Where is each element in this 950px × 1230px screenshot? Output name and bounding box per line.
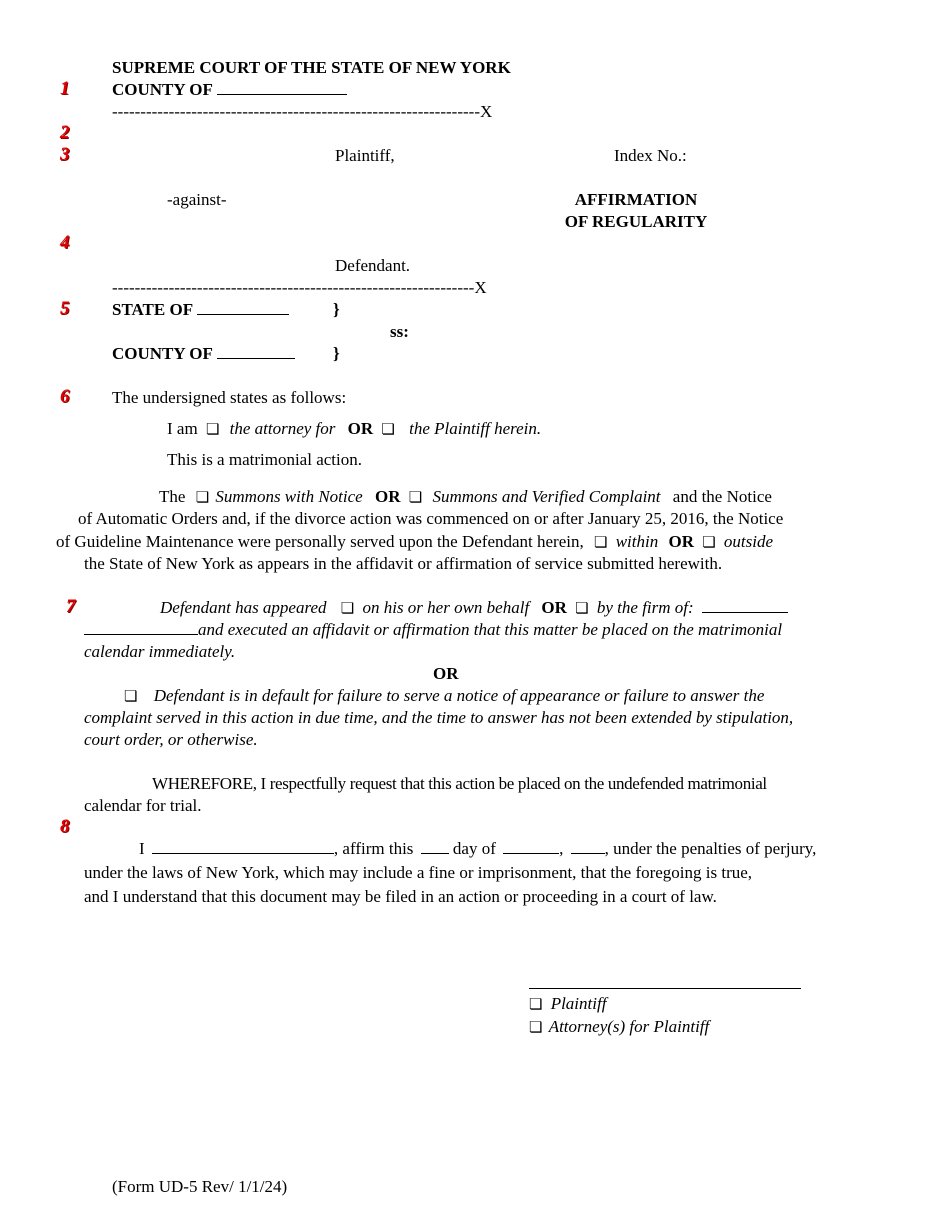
capacity-line bbox=[167, 419, 541, 440]
affirmation-line-2: under the laws of New York, which may include a fine or imprisonment, that the foregoing is true, bbox=[84, 863, 753, 882]
caption-divider-top: -----------------------------------------------------------------X bbox=[112, 102, 493, 121]
index-number-label: Index No.: bbox=[614, 146, 687, 165]
summons-verified-text: Summons and Verified Complaint bbox=[432, 487, 661, 506]
day-of-text: day of bbox=[452, 839, 496, 858]
summons-notice-text: Summons with Notice bbox=[215, 487, 363, 506]
or-text: OR bbox=[668, 532, 694, 551]
court-name: SUPREME COURT OF THE STATE OF NEW YORK bbox=[112, 58, 511, 77]
form-identifier: (Form UD-5 Rev/ 1/1/24) bbox=[112, 1177, 288, 1196]
service-line-3-text: of Guideline Maintenance were personally served upon the Defendant herein, bbox=[56, 532, 584, 551]
service-line-1 bbox=[159, 487, 772, 508]
sig-attorney-text: Attorney(s) for Plaintiff bbox=[548, 1017, 710, 1036]
own-behalf-text: on his or her own behalf bbox=[362, 598, 530, 617]
year-blank[interactable] bbox=[571, 839, 605, 854]
or-text: OR bbox=[347, 419, 374, 438]
marker-6: 6 bbox=[60, 386, 70, 407]
appearance-line-2-text: and executed an affidavit or affirmation that this matter be placed on the matrimonial bbox=[198, 620, 783, 639]
firm-name-blank[interactable] bbox=[702, 598, 788, 613]
checkbox-default[interactable]: ❏ bbox=[124, 689, 138, 705]
service-line-3 bbox=[56, 532, 773, 553]
checkbox-own-behalf[interactable]: ❏ bbox=[340, 601, 355, 617]
checkbox-attorney[interactable]: ❏ bbox=[205, 422, 220, 438]
county-label: COUNTY OF bbox=[112, 80, 213, 99]
brace-bottom: } bbox=[333, 344, 340, 363]
i-am-text: I am bbox=[167, 419, 198, 438]
intro-text: The undersigned states as follows: bbox=[112, 388, 347, 407]
appearance-line-3: calendar immediately. bbox=[84, 642, 236, 661]
checkbox-summons-verified[interactable]: ❏ bbox=[408, 490, 423, 506]
service-line-2: of Automatic Orders and, if the divorce action was commenced on or after January 25, 2016, the Notice bbox=[78, 509, 784, 528]
checkbox-summons-notice[interactable]: ❏ bbox=[195, 490, 210, 506]
penalties-text: , under the penalties of perjury, bbox=[604, 839, 817, 858]
caption-divider-bottom: ----------------------------------------------------------------X bbox=[112, 278, 487, 297]
attorney-for-text: the attorney for bbox=[229, 419, 336, 438]
checkbox-within[interactable]: ❏ bbox=[594, 535, 608, 551]
default-line-1-text: Defendant is in default for failure to serve a notice of appearance or failure to answer the bbox=[153, 686, 765, 705]
or-separator: OR bbox=[433, 664, 459, 683]
and-notice-text: and the Notice bbox=[672, 487, 772, 506]
affirm-i-text: I bbox=[139, 839, 145, 858]
month-blank[interactable] bbox=[503, 839, 559, 854]
marker-8: 8 bbox=[60, 816, 70, 837]
the-text: The bbox=[159, 487, 186, 506]
county-line bbox=[112, 80, 347, 100]
firm-name-blank-cont[interactable] bbox=[84, 620, 198, 635]
checkbox-sig-plaintiff[interactable]: ❏ bbox=[529, 997, 543, 1013]
appeared-text: Defendant has appeared bbox=[160, 598, 327, 617]
default-line-1 bbox=[124, 686, 764, 707]
affirm-this-text: , affirm this bbox=[333, 839, 414, 858]
appearance-line-2 bbox=[84, 620, 782, 640]
within-text: within bbox=[615, 532, 659, 551]
appearance-line-1 bbox=[160, 598, 788, 619]
defendant-label: Defendant. bbox=[335, 256, 411, 275]
marker-5: 5 bbox=[60, 298, 70, 319]
marker-7: 7 bbox=[66, 596, 76, 617]
matrimonial-statement: This is a matrimonial action. bbox=[167, 450, 362, 469]
affirmant-name-blank[interactable] bbox=[152, 839, 334, 854]
state-label: STATE OF bbox=[112, 300, 193, 319]
outside-text: outside bbox=[723, 532, 774, 551]
checkbox-plaintiff-self[interactable]: ❏ bbox=[381, 422, 395, 438]
document-title-line2: OF REGULARITY bbox=[564, 212, 708, 231]
day-blank[interactable] bbox=[421, 839, 449, 854]
marker-1: 1 bbox=[60, 78, 70, 99]
ss-label: ss: bbox=[390, 322, 409, 341]
brace-top: } bbox=[333, 300, 340, 319]
wherefore-line-2: calendar for trial. bbox=[84, 796, 202, 815]
against-label: -against- bbox=[167, 190, 227, 209]
county-label-venue: COUNTY OF bbox=[112, 344, 213, 363]
plaintiff-herein-text: the Plaintiff herein. bbox=[409, 419, 542, 438]
by-firm-text: by the firm of: bbox=[596, 598, 694, 617]
affirmation-line-1 bbox=[139, 839, 816, 859]
signature-option-plaintiff bbox=[529, 994, 606, 1015]
affirmation-line-3: and I understand that this document may be filed in an action or proceeding in a court of law. bbox=[84, 887, 717, 906]
default-line-3: court order, or otherwise. bbox=[84, 730, 258, 749]
or-text: OR bbox=[541, 598, 567, 617]
venue-county-line bbox=[112, 344, 295, 364]
document-title-line1: AFFIRMATION bbox=[574, 190, 698, 209]
default-line-2: complaint served in this action in due time, and the time to answer has not been extended by stipulation, bbox=[84, 708, 794, 727]
county-blank[interactable] bbox=[217, 80, 347, 95]
sig-plaintiff-text: Plaintiff bbox=[550, 994, 607, 1013]
plaintiff-label: Plaintiff, bbox=[335, 146, 395, 165]
comma-text: , bbox=[559, 839, 564, 858]
checkbox-by-firm[interactable]: ❏ bbox=[575, 601, 589, 617]
wherefore-line-1: WHEREFORE, I respectfully request that this action be placed on the undefended matrimonial bbox=[152, 774, 767, 793]
venue-county-blank[interactable] bbox=[217, 344, 295, 359]
signature-line[interactable] bbox=[529, 988, 801, 989]
checkbox-outside[interactable]: ❏ bbox=[702, 535, 716, 551]
marker-2: 2 bbox=[60, 122, 70, 143]
or-text: OR bbox=[374, 487, 401, 506]
venue-state-line bbox=[112, 300, 289, 320]
marker-3: 3 bbox=[60, 144, 70, 165]
state-blank[interactable] bbox=[197, 300, 289, 315]
checkbox-sig-attorney[interactable]: ❏ bbox=[529, 1020, 543, 1036]
service-line-4: the State of New York as appears in the affidavit or affirmation of service submitted herewith. bbox=[84, 554, 723, 573]
signature-option-attorney bbox=[529, 1017, 709, 1038]
marker-4: 4 bbox=[60, 232, 70, 253]
